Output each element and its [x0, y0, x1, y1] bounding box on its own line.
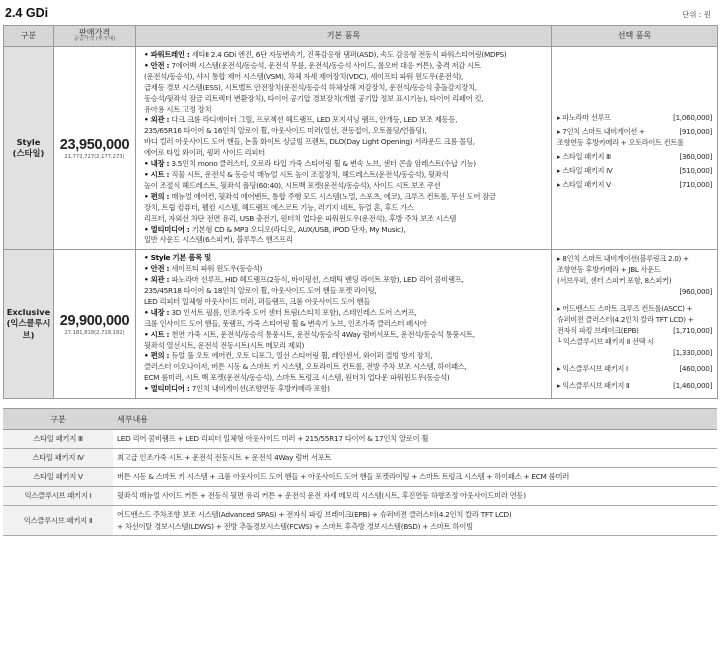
package-content-line: 버튼 시동 & 스마트 키 시스템 + 크롬 아웃사이드 도어 핸들 + 아웃사이드 도어 핸들 포켓라이팅 + 스마트 트렁크 시스템 + 하이패스 + ECM 룸미러	[117, 472, 570, 482]
option-item	[557, 381, 712, 392]
trim-price: 23,950,000	[59, 136, 130, 153]
basic-item-key: • Style 기본 품목 및	[144, 253, 211, 263]
page-header	[3, 0, 717, 25]
option-label: 조향연동 후방카메라 + 오토라이트 컨트롤	[557, 137, 684, 147]
basic-item-text: 유아용 시트 고정 장치	[144, 104, 212, 114]
option-label: [960,000]	[679, 287, 712, 297]
trim-name-kr: (익스클루시브)	[6, 318, 51, 341]
basic-item-text: 매뉴얼 에어컨, 뒷좌석 에어벤트, 통합 주행 모드 시스템(노멀, 스포츠, 에코), 크루즈 컨트롤, 무선 도어 잠금	[171, 191, 496, 201]
basic-item-key: • 시트 :	[144, 329, 172, 339]
option-item	[557, 326, 712, 337]
basic-item-line	[144, 341, 547, 352]
option-item	[557, 304, 712, 315]
basic-item-key: • 파워트레인 :	[144, 50, 192, 59]
trim-price-cell	[54, 47, 136, 250]
basic-item-key: • 안전 :	[144, 60, 172, 70]
option-price: [1,460,000]	[673, 381, 712, 391]
basic-item-text: 바디 컬러 아웃사이드 도어 핸들, 논홀 화이트 싱글빔 프렌트, DLO(Day Light Opening) 서라운드 크롬 몰딩,	[144, 137, 475, 147]
basic-item-key: • 외관 :	[144, 275, 172, 285]
option-price: [1,060,000]	[673, 113, 712, 122]
basic-item-line	[144, 126, 547, 137]
basic-item-text: 클러스터 이오나이저, 버튼 시동 & 스마트 키 시스템, 오토라이트 컨트롤, 전방 주차 보조 시스템, 하이패스,	[144, 362, 467, 372]
package-name: 익스클루시브 패키지 Ⅱ	[3, 506, 113, 536]
option-price: [360,000]	[679, 151, 712, 161]
option-label: ▸ 익스클루시브 패키지 Ⅰ	[557, 364, 628, 374]
option-label: 조향연동 후방카메라 + JBL 사운드	[557, 265, 661, 275]
option-item	[557, 348, 712, 359]
basic-item-line	[144, 170, 547, 181]
basic-item-line	[144, 137, 547, 148]
basic-item-line	[144, 384, 547, 395]
table-header-row	[4, 26, 718, 47]
basic-item-text: ECM 룸미러, 시트 백 포켓(운전석/동승석), 스마트 트렁크 시스템, 원터치 업다운 파워윈도우(동승석)	[144, 373, 450, 383]
package-name: 스타일 패키지 Ⅴ	[3, 468, 113, 487]
basic-item-line	[144, 83, 547, 94]
trim-name-cell	[4, 250, 54, 399]
package-row	[3, 468, 717, 487]
package-row	[3, 487, 717, 506]
basic-item-line	[144, 308, 547, 319]
option-item	[557, 254, 712, 265]
package-header-row	[3, 409, 717, 430]
option-price: [460,000]	[679, 364, 712, 374]
basic-item-line	[144, 225, 547, 236]
trim-name: Exclusive	[6, 307, 51, 318]
basic-item-line	[144, 235, 547, 246]
basic-item-text: 직물 시트, 운전석 & 동승석 매뉴얼 시트 높이 조절장치, 헤드레스트(운전석/동승석), 뒷좌석	[171, 169, 449, 179]
package-name: 스타일 패키지 Ⅳ	[3, 449, 113, 468]
package-name: 스타일 패키지 Ⅲ	[3, 430, 113, 449]
basic-item-line	[144, 159, 547, 170]
option-label: └ 익스클루시브 패키지 Ⅱ 선택 시	[557, 336, 654, 346]
basic-item-line	[144, 94, 547, 105]
option-items-cell	[552, 250, 718, 399]
col-options: 선택 품목	[552, 26, 718, 47]
basic-item-line	[144, 50, 547, 61]
option-label: ▸ 7인치 스마트 내비게이션 +	[557, 126, 645, 136]
basic-item-text: 급제동 경보 시스템(ESS), 시트벨트 안전장치(운전석/동승석 하체상해 저감장치, 운전석/동승석 충돌감지장치,	[144, 82, 477, 92]
option-price: [710,000]	[679, 179, 712, 189]
package-content	[113, 468, 717, 487]
basic-item-key: • 외관 :	[144, 115, 172, 125]
basic-item-line	[144, 115, 547, 126]
basic-item-text: (운전석/동승석), 샤시 통합 제어 시스템(VSM), 차체 자세 제어장치(VDC), 세이프티 파워 윈도우(운전석),	[144, 71, 463, 81]
basic-item-text: 뒷좌석 열선시트, 운전석 전동시트(시트 메모리 제외)	[144, 340, 305, 350]
basic-item-text: 7인치 내비게이션(조향연동 후방카메라 포함)	[191, 384, 330, 394]
package-content	[113, 506, 717, 536]
basic-item-line	[144, 319, 547, 330]
package-content	[113, 449, 717, 468]
option-item	[557, 265, 712, 276]
option-label: ▸ 8인치 스마트 내비게이션(블루링크 2.0) +	[557, 254, 689, 264]
package-content	[113, 487, 717, 506]
basic-item-key: • 멀티미디어 :	[144, 224, 192, 234]
basic-item-text: 일반 사운드 시스템(6스피커), 블루투스 핸즈프리	[144, 235, 293, 245]
trim-price-cell	[54, 250, 136, 399]
basic-item-text: 높이 조절식 헤드레스트, 뒷좌석 폴딩(60:40), 시트백 포켓(운전석/동승석), 사이드 시트 보조 쿠션	[144, 180, 441, 190]
option-item	[557, 166, 712, 177]
col-category: 구분	[4, 26, 54, 47]
option-item	[557, 315, 712, 326]
basic-item-line	[144, 105, 547, 116]
basic-item-text: 7에어백 시스템(운전석/동승석, 운전석 무릎, 운전석/동승석 사이드, 롤오버 대응 커튼), 충격 저감 시트	[171, 60, 481, 70]
option-label: (서브우퍼, 센터 스피커 포함, 8스피커)	[557, 276, 672, 286]
basic-item-text: 235/65R16 타이어 & 16인치 알로이 휠, 아웃사이드 미러(열선, 전동접이, 오토폴딩/언폴딩),	[144, 126, 427, 136]
package-content-line: 어드밴스드 주차조향 보조 시스템(Advanced SPAS) + 전자식 파킹 브레이크(EPB) + 슈퍼비젼 클러스터(4.2인치 칼라 TFT LCD)	[117, 510, 512, 520]
pkg-col-name: 구분	[3, 409, 113, 430]
basic-item-line	[144, 275, 547, 286]
basic-item-key: • 안전 :	[144, 264, 172, 274]
option-item	[557, 138, 712, 149]
option-price: [1,710,000]	[673, 325, 712, 335]
pkg-col-content: 세부내용	[113, 409, 717, 430]
option-price: [510,000]	[679, 165, 712, 175]
basic-item-line	[144, 72, 547, 83]
basic-item-line	[144, 192, 547, 203]
basic-item-line	[144, 214, 547, 225]
basic-item-text: 세타Ⅱ 2.4 GDi 엔진, 6단 자동변속기, 진폭감응형 댐퍼(ASD), 속도 감응형 전동식 파워스티어링(MDPS)	[191, 50, 507, 59]
option-label: 슈퍼비젼 클러스터(4.2인치 칼라 TFT LCD) +	[557, 314, 694, 324]
basic-item-text: 파노라마 선루프, HID 헤드램프(2등식, 바이펑션, 스태틱 밴딩 라이트 포함), LED 리어 콤비램프,	[171, 275, 464, 285]
option-label: [1,330,000]	[673, 347, 712, 357]
option-item	[557, 364, 712, 375]
basic-item-text: LED 리피터 일체형 아웃사이드 미러, 퍼들램프, 크롬 아웃사이드 도어 핸들	[144, 296, 371, 306]
col-price-label: 판매가격	[79, 27, 110, 37]
trim-price-sub: 27,181,818(2,718,182)	[64, 329, 125, 336]
basic-item-text: 크롬 인사이드 도어 핸들, 풋램프, 가죽 스티어링 휠 & 변속기 노브, 인조가죽 클러스터 페시아	[144, 318, 427, 328]
basic-item-line	[144, 253, 547, 264]
option-label: ▸ 익스클루시브 패키지 Ⅱ	[557, 381, 630, 391]
basic-item-text: 동승석/뒷좌석 잠금 리트렉터 변환장치), 타이어 공기압 경보장치(개별 공기압 정보 표시기능), 타이어 리페어 킷,	[144, 93, 484, 103]
unit-label: 단위 : 원	[681, 10, 711, 19]
basic-item-line	[144, 351, 547, 362]
basic-item-line	[144, 181, 547, 192]
option-label: ▸ 파노라마 선루프	[557, 113, 611, 122]
option-item	[557, 337, 712, 348]
trim-name-kr: (스타일)	[12, 148, 45, 159]
basic-item-key: • 멀티미디어 :	[144, 384, 192, 394]
option-price: [910,000]	[679, 126, 712, 136]
basic-item-text: 3.5인치 mono 클러스터, 오로라 타입 가죽 스티어링 휠 & 변속 노브, 센터 콘솔 암레스트(수납 기능)	[171, 159, 476, 169]
package-row	[3, 506, 717, 536]
package-name: 익스클루시브 패키지 Ⅰ	[3, 487, 113, 506]
basic-item-text: 리프터, 자외선 차단 전면 유리, USB 충전기, 원터치 업다운 파워윈도우(운전석), 후방 주차 보조 시스템	[144, 213, 457, 223]
package-content-line: + 차선이탈 경보시스템(LDWS) + 전방 추돌경보시스템(FCWS) + 스마트 후측방 경보시스템(BSD) + 스마트 하이빔	[117, 521, 473, 531]
basic-item-text: 듀얼 풀 오토 에어컨, 오토 디포그, 열선 스티어링 휠, 레인센서, 와이퍼 결빙 방지 장치,	[171, 351, 433, 361]
package-row	[3, 449, 717, 468]
basic-item-text: 다크 크롬 라디에이터 그릴, 프로젝션 헤드램프, LED 포지셔닝 램프, 안개등, LED 보조 제동등,	[171, 115, 458, 125]
option-item	[557, 113, 712, 124]
option-label: ▸ 어드밴스드 스마트 크루즈 컨트롤(ASCC) +	[557, 303, 693, 313]
package-row	[3, 430, 717, 449]
basic-item-text: 천연 가죽 시트, 운전석/동승석 통풍시트, 운전석/동승석 4Way 럼버서포트, 운전석/동승석 통풍시트,	[171, 329, 475, 339]
basic-item-line	[144, 297, 547, 308]
trim-name-cell	[4, 47, 54, 250]
trim-price: 29,900,000	[59, 312, 130, 329]
col-price-sub: 공급가액 (부가세)	[73, 36, 116, 43]
option-items-cell	[552, 47, 718, 250]
basic-item-line	[144, 330, 547, 341]
package-content-line: 최고급 인조가죽 시트 + 운전석 전동시트 + 운전석 4Way 럼버 서포트	[117, 453, 332, 463]
col-basic: 기본 품목	[136, 26, 552, 47]
basic-item-text: 에어로 타입 와이퍼, 윙퍼 사이드 리피터	[144, 148, 265, 158]
package-content-line: LED 리어 콤비램프 + LED 리피터 일체형 아웃사이드 미러 + 215/55R17 타이어 & 17인치 알로이 휠	[117, 434, 429, 444]
basic-items-cell	[136, 250, 552, 399]
basic-item-key: • 편의 :	[144, 351, 172, 361]
option-label: 전자식 파킹 브레이크(EPB)	[557, 325, 639, 335]
trim-price-table	[3, 25, 718, 399]
package-content-line: 뒷좌석 매뉴얼 사이드 커튼 + 전동식 뒷면 유리 커튼 + 운전석 운전 자세 메모리 시스템(시트, 후진연동 하향조정 아웃사이드미러 연동)	[117, 491, 526, 501]
option-item	[557, 127, 712, 138]
package-table	[3, 408, 717, 536]
basic-item-line	[144, 286, 547, 297]
basic-item-key: • 내장 :	[144, 159, 172, 169]
basic-item-text: 235/45R18 타이어 & 18인치 알로이 휠, 아웃사이드 도어 핸들 포켓 라이팅,	[144, 286, 377, 296]
trim-row	[4, 250, 718, 399]
col-price	[54, 26, 136, 47]
basic-item-text: 장치, 트립 컴퓨터, 웰컴 시스템, 헤드램프 에스코트 기능, 러기지 네트, 듀얼 혼, 후드 가스	[144, 202, 414, 212]
basic-items-cell	[136, 47, 552, 250]
basic-item-line	[144, 373, 547, 384]
basic-item-key: • 편의 :	[144, 191, 172, 201]
basic-item-text: 기본형 CD & MP3 오디오(라디오, AUX/USB, iPOD 단자, My Music),	[191, 224, 406, 234]
basic-item-key: • 시트 :	[144, 169, 172, 179]
basic-item-line	[144, 264, 547, 275]
basic-item-key: • 내장 :	[144, 307, 172, 317]
option-label: ▸ 스타일 패키지 Ⅳ	[557, 165, 613, 175]
option-label: ▸ 스타일 패키지 Ⅲ	[557, 151, 611, 161]
package-content	[113, 430, 717, 449]
basic-item-line	[144, 203, 547, 214]
basic-item-line	[144, 61, 547, 72]
option-label: ▸ 스타일 패키지 Ⅴ	[557, 179, 611, 189]
basic-item-text: 3D 인서트 필름, 인조가죽 도어 센터 트림(스티치 포함), 스테인레스 도어 스커프,	[171, 307, 417, 317]
trim-name: Style	[16, 137, 41, 148]
trim-row	[4, 47, 718, 250]
engine-title: 2.4 GDi	[5, 6, 49, 20]
option-item	[557, 180, 712, 191]
option-item	[557, 287, 712, 298]
basic-item-text: 세이프티 파워 윈도우(동승석)	[171, 264, 263, 274]
option-item	[557, 276, 712, 287]
option-item	[557, 152, 712, 163]
basic-item-line	[144, 362, 547, 373]
trim-price-sub: 21,772,727(2,177,273)	[64, 153, 125, 160]
basic-item-line	[144, 148, 547, 159]
